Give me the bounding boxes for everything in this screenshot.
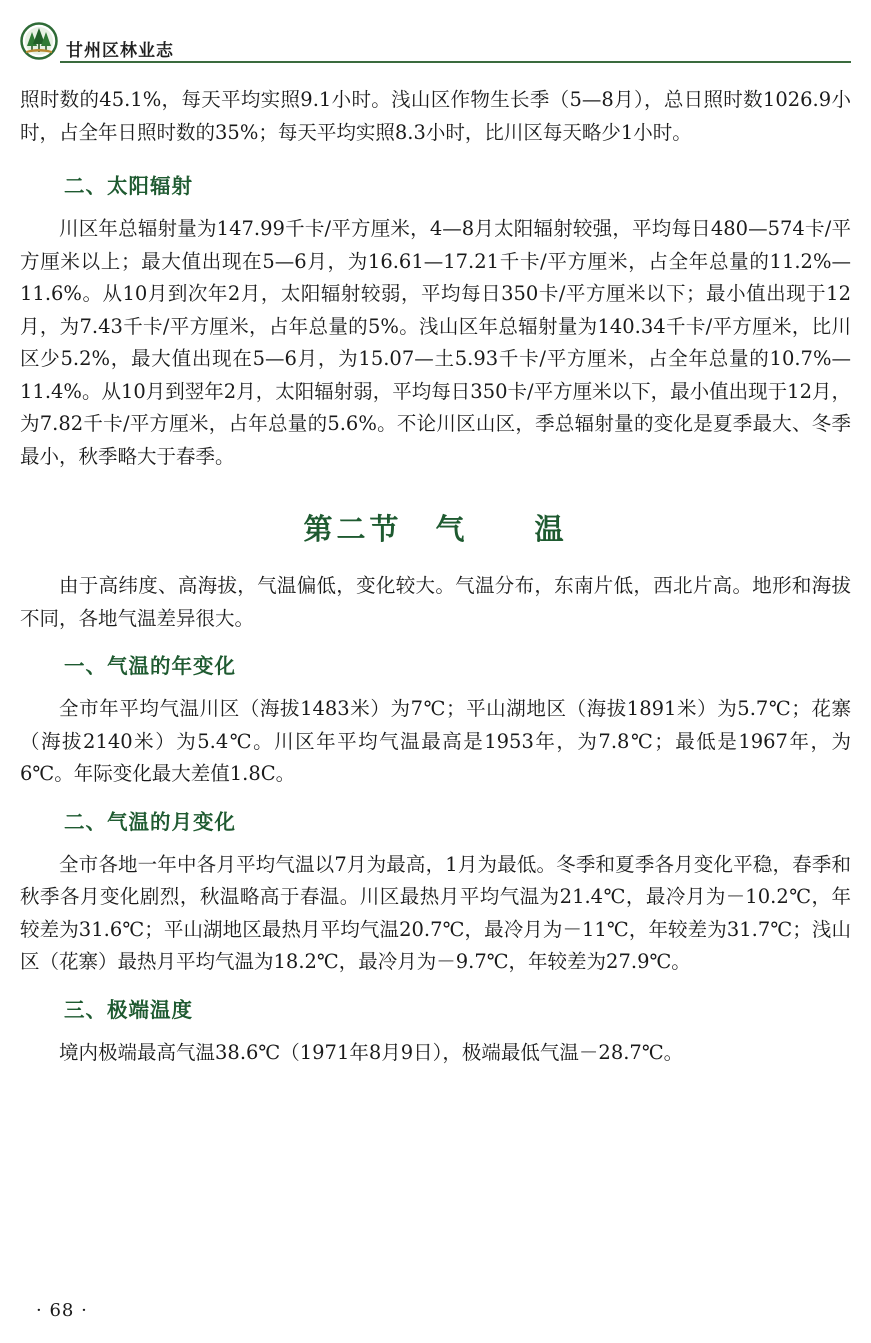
forest-logo-icon bbox=[20, 22, 58, 60]
section-title-temperature: 第二节 气 温 bbox=[303, 512, 568, 546]
heading-monthly-variation: 二、气温的月变化 bbox=[64, 809, 236, 834]
running-header bbox=[20, 22, 851, 64]
book-title: 甘州区林业志 bbox=[66, 41, 174, 61]
page-body bbox=[20, 84, 851, 1069]
page-number: · 68 · bbox=[36, 1300, 88, 1321]
paragraph-temperature-intro: 由于高纬度、高海拔，气温偏低，变化较大。气温分布，东南片低，西北片高。地形和海拔不同，各地气温差异很大。 bbox=[20, 574, 851, 630]
header-rule bbox=[60, 61, 851, 63]
paragraph-sunshine-continuation: 照时数的45.1%，每天平均实照9.1小时。浅山区作物生长季（5—8月），总日照时数1026.9小时，占全年日照时数的35%；每天平均实照8.3小时，比川区每天略少1小时。 bbox=[20, 88, 851, 144]
heading-solar-radiation: 二、太阳辐射 bbox=[64, 174, 193, 198]
paragraph-extreme-temperature: 境内极端最高气温38.6℃（1971年8月9日），极端最低气温－28.7℃。 bbox=[59, 1040, 684, 1064]
heading-annual-variation: 一、气温的年变化 bbox=[64, 654, 236, 678]
paragraph-solar-radiation: 川区年总辐射量为147.99千卡/平方厘米，4—8月太阳辐射较强，平均每日480—574卡/平方厘米以上；最大值出现在5—6月，为16.61—17.21千卡/平方厘米，占全年总量的11.2%—11.6%。从10月到次年2月，太阳辐射较弱，平均每日350卡/平方厘米以下；最小值出现于12月，为7.43千卡/平方厘米，占年总量的5%。浅山区年总辐射量为140.34千卡/平方厘米，比川区少5.2%，最大值出现在5—6月，为15.07—土5.93千卡/平方厘米，占全年总量的10.7%—11.4%。从10月到翌年2月，太阳辐射弱，平均每日350卡/平方厘米以下，最小值出现于12月，为7.82千卡/平方厘米，占年总量的5.6%。不论川区山区，季总辐射量的变化是夏季最大、冬季最小，秋季略大于春季。 bbox=[20, 217, 851, 468]
paragraph-monthly-variation: 全市各地一年中各月平均气温以7月为最高，1月为最低。冬季和夏季各月变化平稳，春季和秋季各月变化剧烈，秋温略高于春温。川区最热月平均气温为21.4℃，最冷月为－10.2℃，年较差为31.6℃；平山湖地区最热月平均气温20.7℃，最冷月为－11℃，年较差为31.7℃；浅山区（花寨）最热月平均气温为18.2℃，最冷月为－9.7℃，年较差为27.9℃。 bbox=[20, 852, 851, 973]
paragraph-annual-variation: 全市年平均气温川区（海拔1483米）为7℃；平山湖地区（海拔1891米）为5.7℃；花寨（海拔2140米）为5.4℃。川区年平均气温最高是1953年，为7.8℃；最低是1967年，为6℃。年际变化最大差值1.8C。 bbox=[20, 697, 851, 785]
heading-extreme-temperature: 三、极端温度 bbox=[64, 997, 193, 1022]
